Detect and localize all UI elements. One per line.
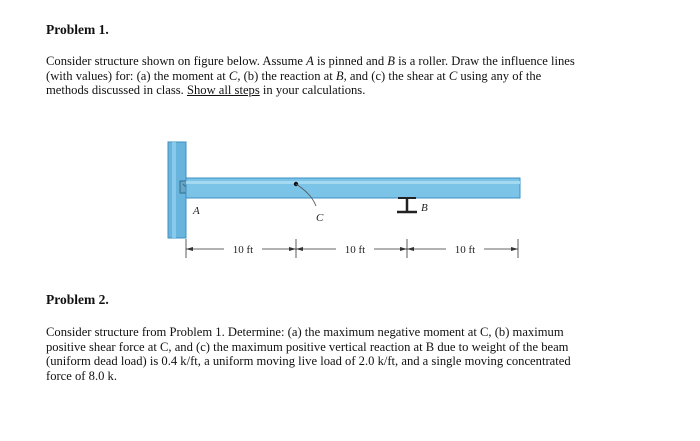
- label-C: C: [316, 212, 324, 224]
- dim-label-1: 10 ft: [232, 244, 254, 256]
- problem1-line3: methods discussed in class. Show all steps in your calculations.: [46, 83, 366, 97]
- problem2-heading: Problem 2.: [46, 292, 109, 307]
- beam-highlight: [186, 181, 520, 184]
- problem2-text: [46, 325, 646, 383]
- problem2-line2: positive shear force at C, and (c) the maximum positive vertical reaction at B due to weight of the beam: [46, 339, 569, 354]
- problem2-line3: (uniform dead load) is 0.4 k/ft, a uniform moving live load of 2.0 k/ft, and a single moving concentrated: [46, 354, 571, 368]
- label-B: B: [421, 202, 428, 214]
- wall-highlight: [172, 142, 176, 238]
- show-all-steps-emphasis: Show all steps: [186, 83, 260, 97]
- problem1-heading: Problem 1.: [46, 22, 109, 37]
- problem2-line1: Consider structure from Problem 1. Determine: (a) the maximum negative moment at C, (b) maximum: [46, 325, 564, 339]
- roller-B-icon: [397, 198, 417, 212]
- problem1-line1: Consider structure shown on figure below. Assume A is pinned and B is a roller. Draw the influence lines: [46, 54, 575, 68]
- problem1-line2: (with values) for: (a) the moment at C, (b) the reaction at B, and (c) the shear at C using any of the: [46, 68, 542, 83]
- dim-label-2: 10 ft: [344, 244, 366, 256]
- dim-label-3: 10 ft: [454, 244, 476, 256]
- problem2-line4: force of 8.0 k.: [46, 368, 117, 383]
- label-A: A: [193, 205, 200, 217]
